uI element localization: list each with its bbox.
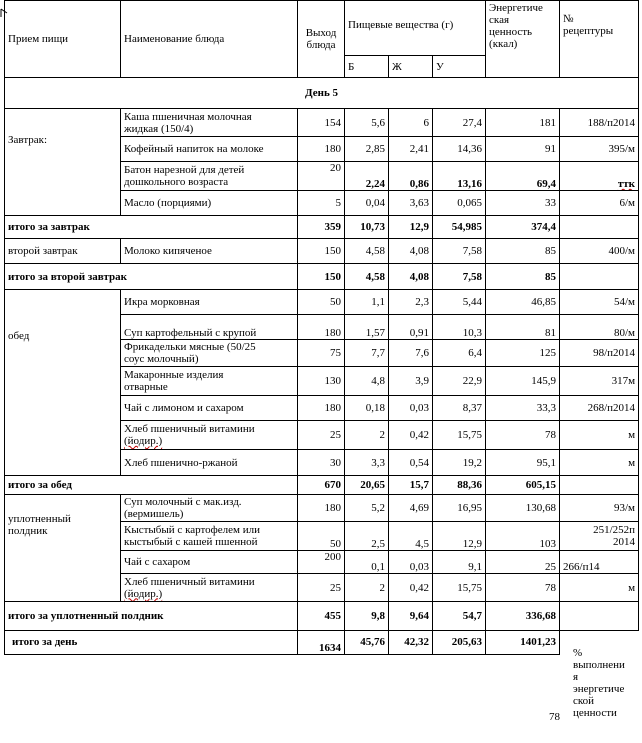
protein-value: 5,2 xyxy=(345,495,389,522)
output-value: 25 xyxy=(298,421,345,450)
dish-name: Каша пшеничная молочная жидкая (150/4) xyxy=(121,109,298,137)
energy-value: 125 xyxy=(486,340,560,367)
fat-value: 2,41 xyxy=(389,137,433,162)
recipe-value: м xyxy=(560,574,639,602)
output-value: 359 xyxy=(298,216,345,239)
menu-table xyxy=(4,0,639,655)
energy-value: 374,4 xyxy=(486,216,560,239)
header-protein: Б xyxy=(345,56,389,78)
energy-value: 181 xyxy=(486,109,560,137)
energy-value: 33 xyxy=(486,191,560,216)
energy-value: 33,3 xyxy=(486,396,560,421)
recipe-value: 268/п2014 xyxy=(560,396,639,421)
fat-value: 0,91 xyxy=(389,315,433,340)
dish-name: Хлеб пшеничный витамини (йодир.) xyxy=(121,574,298,602)
dish-name: Суп картофельный с крупой xyxy=(121,315,298,340)
dish-name: Кофейный напиток на молоке xyxy=(121,137,298,162)
output-value: 455 xyxy=(298,602,345,631)
energy-value: 85 xyxy=(486,239,560,264)
protein-value: 2,24 xyxy=(345,162,389,191)
recipe-value: 98/п2014 xyxy=(560,340,639,367)
output-value: 75 xyxy=(298,340,345,367)
protein-value: 20,65 xyxy=(345,476,389,495)
recipe-value: 188/п2014 xyxy=(560,109,639,137)
fat-value: 12,9 xyxy=(389,216,433,239)
output-value: 50 xyxy=(298,290,345,315)
carbs-value: 54,985 xyxy=(433,216,486,239)
dish-name: Батон нарезной для детей дошкольного возраста xyxy=(121,162,298,191)
energy-value: 91 xyxy=(486,137,560,162)
recipe-value: 93/м xyxy=(560,495,639,522)
recipe-value: м xyxy=(560,421,639,450)
fat-value: 9,64 xyxy=(389,602,433,631)
dish-name: Масло (порциями) xyxy=(121,191,298,216)
carbs-value: 88,36 xyxy=(433,476,486,495)
energy-value: 46,85 xyxy=(486,290,560,315)
energy-value: 95,1 xyxy=(486,450,560,476)
fat-value: 0,42 xyxy=(389,421,433,450)
header-dish: Наименование блюда xyxy=(121,1,298,78)
total-label: итого за обед xyxy=(5,476,298,495)
energy-value: 145,9 xyxy=(486,367,560,396)
protein-value: 1,1 xyxy=(345,290,389,315)
fat-value: 0,03 xyxy=(389,396,433,421)
fat-value: 0,86 xyxy=(389,162,433,191)
output-value: 25 xyxy=(298,574,345,602)
carbs-value: 13,16 xyxy=(433,162,486,191)
protein-value: 0,04 xyxy=(345,191,389,216)
energy-value: 81 xyxy=(486,315,560,340)
recipe-value: м xyxy=(560,450,639,476)
recipe-value: 80/м xyxy=(560,315,639,340)
total-row-day xyxy=(5,631,639,655)
total-row-second-breakfast xyxy=(5,264,639,290)
protein-value: 4,58 xyxy=(345,239,389,264)
protein-value: 5,6 xyxy=(345,109,389,137)
table-row xyxy=(5,239,639,264)
carbs-value: 205,63 xyxy=(433,631,486,655)
fat-value: 4,69 xyxy=(389,495,433,522)
carbs-value: 16,95 xyxy=(433,495,486,522)
carbs-value: 15,75 xyxy=(433,421,486,450)
output-value: 200 xyxy=(298,551,345,574)
header-recipe: № рецептуры xyxy=(560,1,639,78)
meal-label-second-breakfast: второй завтрак xyxy=(5,239,121,264)
carbs-value: 12,9 xyxy=(433,522,486,551)
carbs-value: 7,58 xyxy=(433,239,486,264)
recipe-value xyxy=(560,264,639,290)
energy-value: 1401,23 xyxy=(486,631,560,655)
fat-value: 6 xyxy=(389,109,433,137)
output-value: 150 xyxy=(298,264,345,290)
carbs-value: 54,7 xyxy=(433,602,486,631)
energy-value: 78 xyxy=(486,574,560,602)
header-nutrients: Пищевые вещества (г) xyxy=(345,1,486,56)
fat-value: 15,7 xyxy=(389,476,433,495)
carbs-value: 0,065 xyxy=(433,191,486,216)
total-row-breakfast xyxy=(5,216,639,239)
dish-name: Чай с лимоном и сахаром xyxy=(121,396,298,421)
protein-value: 2,5 xyxy=(345,522,389,551)
output-value: 154 xyxy=(298,109,345,137)
fat-value: 3,9 xyxy=(389,367,433,396)
fat-value: 0,03 xyxy=(389,551,433,574)
energy-value: 85 xyxy=(486,264,560,290)
dish-name: Кыстыбый с картофелем или кыстыбый с кашей пшенной xyxy=(121,522,298,551)
carbs-value: 8,37 xyxy=(433,396,486,421)
recipe-value xyxy=(560,216,639,239)
energy-value: 25 xyxy=(486,551,560,574)
output-value: 5 xyxy=(298,191,345,216)
recipe-value xyxy=(560,602,639,631)
carbs-value: 19,2 xyxy=(433,450,486,476)
carbs-value: 9,1 xyxy=(433,551,486,574)
energy-value: 78 xyxy=(486,421,560,450)
header-fat: Ж xyxy=(389,56,433,78)
carbs-value: 15,75 xyxy=(433,574,486,602)
output-value: 1634 xyxy=(298,631,345,655)
output-value: 130 xyxy=(298,367,345,396)
total-label: итого за завтрак xyxy=(5,216,298,239)
fat-value: 0,42 xyxy=(389,574,433,602)
header-row xyxy=(5,1,639,56)
protein-value: 9,8 xyxy=(345,602,389,631)
protein-value: 7,7 xyxy=(345,340,389,367)
fat-value: 4,5 xyxy=(389,522,433,551)
protein-value: 45,76 xyxy=(345,631,389,655)
protein-value: 2,85 xyxy=(345,137,389,162)
header-output: Выход блюда xyxy=(298,1,345,78)
energy-value: 69,4 xyxy=(486,162,560,191)
dish-name: Суп молочный с мак.изд. (вермишель) xyxy=(121,495,298,522)
output-value: 180 xyxy=(298,315,345,340)
carbs-value: 10,3 xyxy=(433,315,486,340)
header-energy: Энергетиче ская ценность (ккал) xyxy=(486,1,560,78)
dish-name: Чай с сахаром xyxy=(121,551,298,574)
meal-label-snack: уплотненный полдник xyxy=(5,495,121,602)
energy-value: 130,68 xyxy=(486,495,560,522)
recipe-value: 400/м xyxy=(560,239,639,264)
total-label: итого за уплотненный полдник xyxy=(5,602,298,631)
output-value: 180 xyxy=(298,137,345,162)
fat-value: 2,3 xyxy=(389,290,433,315)
carbs-value: 6,4 xyxy=(433,340,486,367)
day-title: День 5 xyxy=(5,78,639,109)
protein-value: 0,18 xyxy=(345,396,389,421)
output-value: 180 xyxy=(298,396,345,421)
energy-value: 103 xyxy=(486,522,560,551)
carbs-value: 14,36 xyxy=(433,137,486,162)
table-row xyxy=(5,109,639,137)
output-value: 150 xyxy=(298,239,345,264)
dish-name: Макаронные изделия отварные xyxy=(121,367,298,396)
table-row xyxy=(5,290,639,315)
output-value: 670 xyxy=(298,476,345,495)
energy-value: 605,15 xyxy=(486,476,560,495)
fat-value: 0,54 xyxy=(389,450,433,476)
recipe-value: ттк xyxy=(560,162,639,191)
recipe-value: 54/м xyxy=(560,290,639,315)
carbs-value: 5,44 xyxy=(433,290,486,315)
recipe-value: 266/п14 xyxy=(560,551,639,574)
dish-name: Хлеб пшеничный витамини (йодир.) xyxy=(121,421,298,450)
meal-label-lunch: обед xyxy=(5,290,121,476)
energy-percent-note: % выполнени я энергетиче ской ценности xyxy=(573,647,625,719)
output-value: 30 xyxy=(298,450,345,476)
protein-value: 4,58 xyxy=(345,264,389,290)
total-label: итого за день xyxy=(5,631,298,655)
fat-value: 7,6 xyxy=(389,340,433,367)
meal-label-breakfast: Завтрак: xyxy=(5,109,121,216)
recipe-value: 251/252п 2014 xyxy=(560,522,639,551)
recipe-value xyxy=(560,476,639,495)
header-meal: Прием пищи xyxy=(5,1,121,78)
protein-value: 2 xyxy=(345,421,389,450)
protein-value: 3,3 xyxy=(345,450,389,476)
carbs-value: 7,58 xyxy=(433,264,486,290)
protein-value: 1,57 xyxy=(345,315,389,340)
output-value: 20 xyxy=(298,162,345,191)
fat-value: 4,08 xyxy=(389,264,433,290)
total-row-snack xyxy=(5,602,639,631)
protein-value: 2 xyxy=(345,574,389,602)
dish-name: Фрикадельки мясные (50/25 соус молочный) xyxy=(121,340,298,367)
table-row xyxy=(5,495,639,522)
fat-value: 42,32 xyxy=(389,631,433,655)
dish-name: Хлеб пшенично-ржаной xyxy=(121,450,298,476)
fat-value: 3,63 xyxy=(389,191,433,216)
output-value: 50 xyxy=(298,522,345,551)
total-row-lunch xyxy=(5,476,639,495)
energy-percent-value: 78 xyxy=(549,711,560,723)
protein-value: 4,8 xyxy=(345,367,389,396)
dish-name: Молоко кипяченое xyxy=(121,239,298,264)
recipe-value: 395/м xyxy=(560,137,639,162)
fat-value: 4,08 xyxy=(389,239,433,264)
output-value: 180 xyxy=(298,495,345,522)
protein-value: 0,1 xyxy=(345,551,389,574)
header-carbs: У xyxy=(433,56,486,78)
energy-value: 336,68 xyxy=(486,602,560,631)
recipe-value: 6/м xyxy=(560,191,639,216)
protein-value: 10,73 xyxy=(345,216,389,239)
carbs-value: 27,4 xyxy=(433,109,486,137)
carbs-value: 22,9 xyxy=(433,367,486,396)
recipe-value: 317м xyxy=(560,367,639,396)
total-label: итого за второй завтрак xyxy=(5,264,298,290)
dish-name: Икра морковная xyxy=(121,290,298,315)
